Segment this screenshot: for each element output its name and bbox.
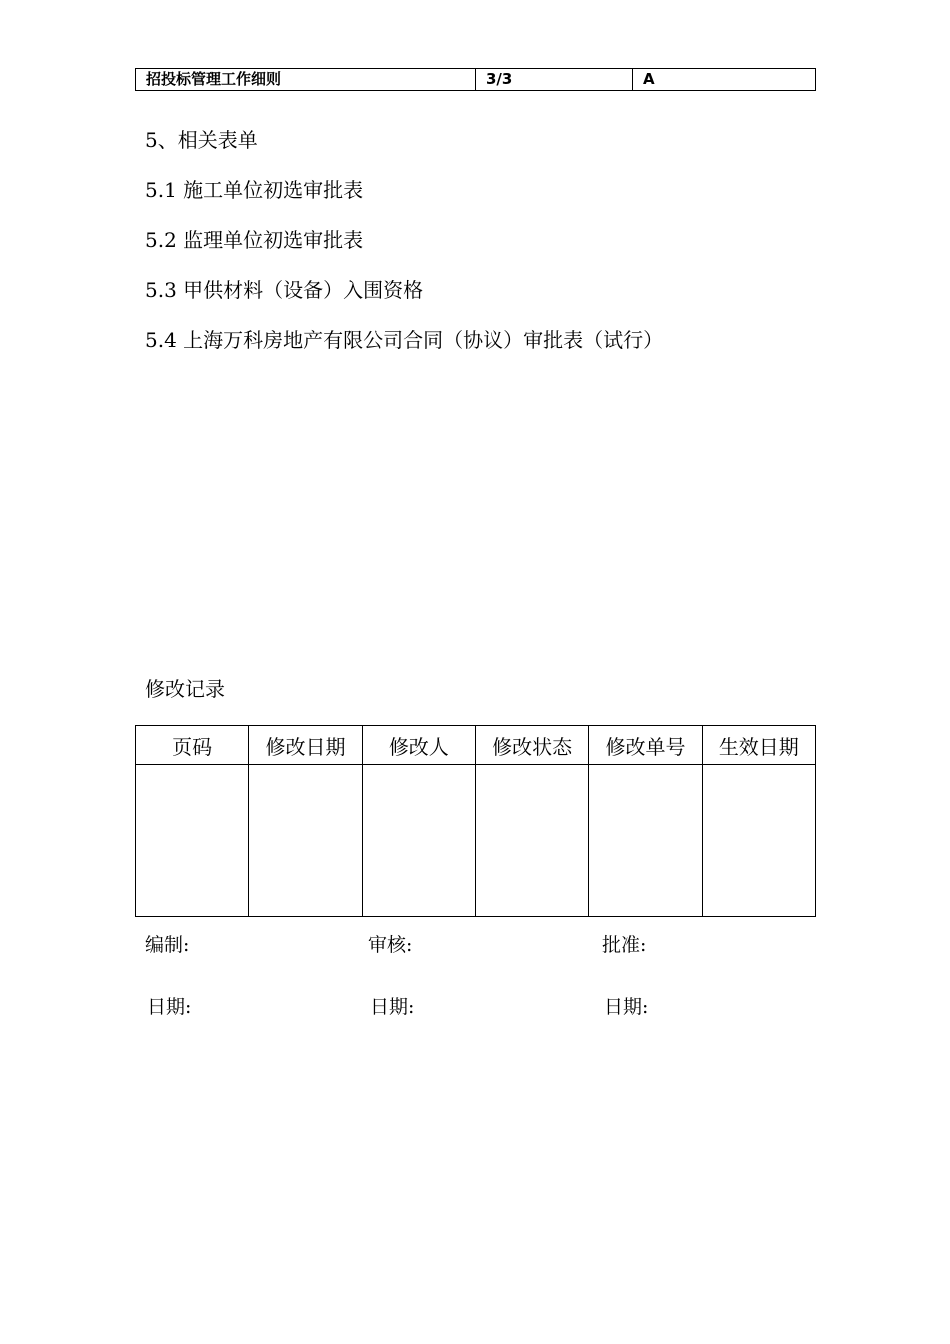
approved-date-label: 日期: bbox=[604, 996, 649, 1018]
prepared-by-label: 编制: bbox=[145, 934, 190, 956]
column-header-revision-status: 修改状态 bbox=[475, 726, 588, 765]
column-header-revised-by: 修改人 bbox=[362, 726, 475, 765]
revision-record-table bbox=[135, 725, 816, 917]
form-list-item: 5.3 甲供材料（设备）入围资格 bbox=[145, 278, 424, 302]
column-header-revision-number: 修改单号 bbox=[589, 726, 702, 765]
table-cell bbox=[475, 765, 588, 917]
column-header-page: 页码 bbox=[136, 726, 249, 765]
document-header bbox=[135, 68, 816, 91]
column-header-revision-date: 修改日期 bbox=[249, 726, 362, 765]
form-list-item: 5.1 施工单位初选审批表 bbox=[145, 178, 364, 202]
header-version: A bbox=[633, 69, 816, 91]
table-cell bbox=[136, 765, 249, 917]
table-row bbox=[136, 765, 816, 917]
header-page-number: 3/3 bbox=[476, 69, 633, 91]
column-header-effective-date: 生效日期 bbox=[702, 726, 815, 765]
table-cell bbox=[589, 765, 702, 917]
revision-record-title: 修改记录 bbox=[145, 677, 225, 701]
reviewed-by-label: 审核: bbox=[368, 934, 413, 956]
prepared-date-label: 日期: bbox=[147, 996, 192, 1018]
reviewed-date-label: 日期: bbox=[370, 996, 415, 1018]
form-list-item: 5.4 上海万科房地产有限公司合同（协议）审批表（试行） bbox=[145, 328, 664, 352]
approved-by-label: 批准: bbox=[602, 934, 647, 956]
form-list-item: 5.2 监理单位初选审批表 bbox=[145, 228, 364, 252]
header-doc-title: 招投标管理工作细则 bbox=[136, 69, 476, 91]
table-header-row bbox=[136, 726, 816, 765]
section-title: 5、相关表单 bbox=[145, 128, 258, 152]
header-row bbox=[136, 69, 816, 91]
table-cell bbox=[362, 765, 475, 917]
table-cell bbox=[702, 765, 815, 917]
table-cell bbox=[249, 765, 362, 917]
